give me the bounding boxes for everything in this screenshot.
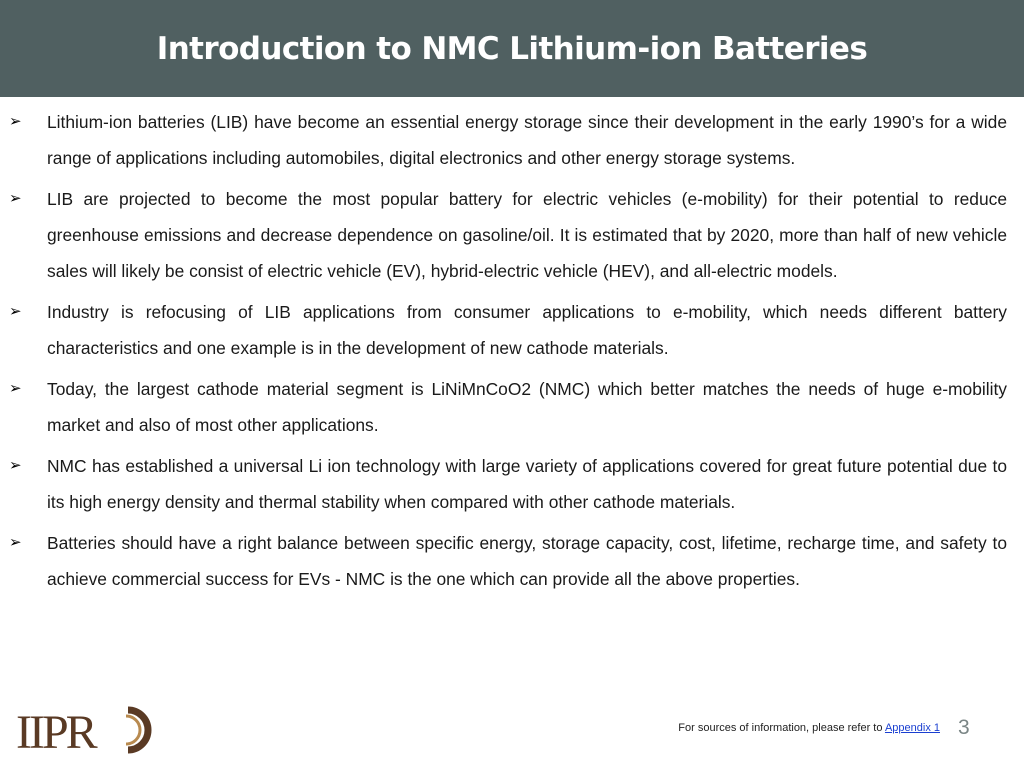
- bullet-item: [0, 104, 1007, 176]
- bullet-item: [0, 181, 1007, 289]
- slide-header: [0, 0, 1024, 97]
- svg-text:IIPR: IIPR: [16, 706, 95, 754]
- bullet-item: [0, 525, 1007, 597]
- arrow-bullet-icon: ➢: [9, 534, 22, 551]
- arrow-bullet-icon: ➢: [9, 380, 22, 397]
- bullet-text: Industry is refocusing of LIB applications from consumer applications to e-mobility, which needs different battery characteristics and one example is in the development of new cathode materials.: [47, 302, 1007, 358]
- bullet-item: [0, 294, 1007, 366]
- bullet-text: Lithium-ion batteries (LIB) have become an essential energy storage since their development in the early 1990’s for a wide range of applications including automobiles, digital electronics and other energy storage systems.: [47, 112, 1007, 168]
- sources-footer: [678, 722, 940, 734]
- bullet-text: LIB are projected to become the most popular battery for electric vehicles (e-mobility) for their potential to reduce greenhouse emissions and decrease dependence on gasoline/oil. It is estimated that by 2020, more than half of new vehicle sales will likely be consist of electric vehicle (EV), hybrid-electric vehicle (HEV), and all-electric models.: [47, 189, 1007, 281]
- footer-text: For sources of information, please refer to: [678, 722, 883, 734]
- iiprd-logo: [16, 704, 156, 754]
- appendix-link[interactable]: Appendix 1: [884, 722, 940, 734]
- page-number: 3: [958, 716, 970, 739]
- slide-title: Introduction to NMC Lithium-ion Batteries: [156, 30, 868, 67]
- bullet-item: [0, 448, 1007, 520]
- bullet-item: [0, 371, 1007, 443]
- bullet-text: Batteries should have a right balance between specific energy, storage capacity, cost, lifetime, recharge time, and safety to achieve commercial success for EVs - NMC is the one which can provide all the above properties.: [47, 533, 1007, 589]
- arrow-bullet-icon: ➢: [9, 113, 22, 130]
- arrow-bullet-icon: ➢: [9, 190, 22, 207]
- bullet-text: NMC has established a universal Li ion technology with large variety of applications covered for great future potential due to its high energy density and thermal stability when compared with other cathode materials.: [47, 456, 1007, 512]
- bullet-text: Today, the largest cathode material segment is LiNiMnCoO2 (NMC) which better matches the needs of huge e-mobility market and also of most other applications.: [47, 379, 1007, 435]
- arrow-bullet-icon: ➢: [9, 457, 22, 474]
- bullet-list: [0, 104, 1024, 602]
- arrow-bullet-icon: ➢: [9, 303, 22, 320]
